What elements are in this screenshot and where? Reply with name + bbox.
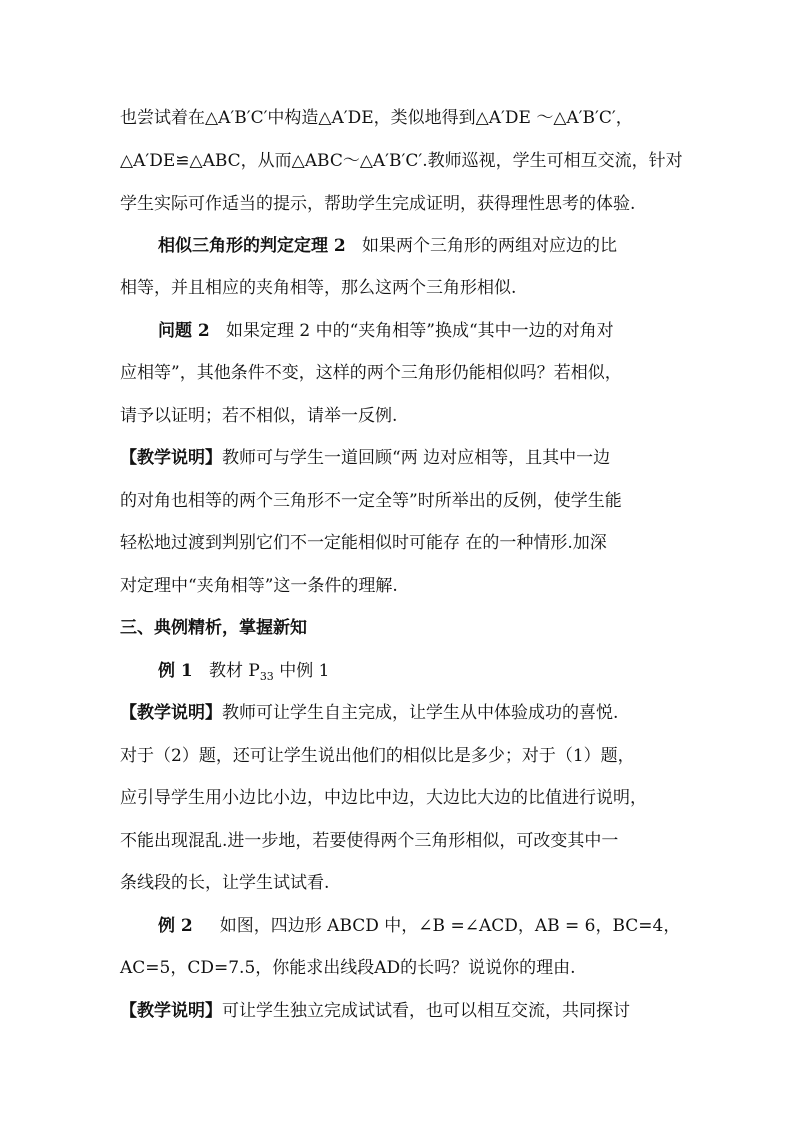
teaching-note-text: 教师可让学生自主完成，让学生从中体验成功的喜悦.: [222, 703, 619, 723]
question-label: 问题 2: [158, 321, 210, 341]
teaching-note-label: 【教学说明】: [120, 703, 222, 723]
example-1-label: 例 1: [158, 661, 193, 681]
paragraph-line: 相等，并且相应的夹角相等，那么这两个三角形相似.: [120, 278, 517, 298]
paragraph-line: △A′DE≌△ABC，从而△ABC～△A′B′C′.教师巡视，学生可相互交流，针对: [120, 151, 683, 171]
theorem-line: [158, 235, 617, 257]
paragraph-line: 的对角也相等的两个三角形不一定全等”时所举出的反例，使学生能: [120, 491, 622, 511]
paragraph-line: 轻松地过渡到判别它们不一定能相似时可能存 在的一种情形.加深: [120, 533, 607, 553]
teaching-note-text: 可让学生独立完成试试看，也可以相互交流，共同探讨: [222, 1001, 630, 1021]
page-subscript: 33: [259, 670, 274, 683]
paragraph-line: 也尝试着在△A′B′C′中构造△A′DE，类似地得到△A′DE ～△A′B′C′，: [120, 108, 633, 128]
example-1-line: 例 1 教材 $P_{33}$ 中例 1: [158, 661, 330, 683]
paragraph-line: 不能出现混乱.进一步地，若要使得两个三角形相似，可改变其中一: [120, 831, 619, 851]
section-heading: 三、典例精析，掌握新知: [120, 618, 307, 638]
paragraph-line: 应相等”，其他条件不变，这样的两个三角形仍能相似吗？若相似，: [120, 363, 622, 383]
example-2-label: 例 2: [158, 916, 193, 936]
question-text: 如果定理 2 中的“夹角相等”换成“其中一边的对角对: [225, 321, 614, 341]
paragraph-line: 应引导学生用小边比小边，中边比中边，大边比大边的比值进行说明，: [120, 788, 647, 808]
teaching-note-line: [120, 702, 618, 724]
theorem-label: 相似三角形的判定定理 2: [158, 236, 346, 256]
paragraph-line: 对定理中“夹角相等”这一条件的理解.: [120, 576, 398, 596]
question-line: [158, 320, 614, 342]
paragraph-line: AC=5，CD=7.5，你能求出线段AD的长吗？说说你的理由.: [120, 958, 576, 978]
teaching-note-text: 教师可与学生一道回顾“两 边对应相等，且其中一边: [222, 448, 611, 468]
example-2-line: [158, 915, 680, 937]
teaching-note-line: [120, 1000, 630, 1022]
teaching-note-label: 【教学说明】: [120, 448, 222, 468]
teaching-note-line: [120, 447, 610, 469]
paragraph-line: 学生实际可作适当的提示，帮助学生完成证明，获得理性思考的体验.: [120, 194, 636, 214]
teaching-note-label: 【教学说明】: [120, 1001, 222, 1021]
paragraph-line: 请予以证明；若不相似，请举一反例.: [120, 406, 398, 426]
theorem-text: 如果两个三角形的两组对应边的比: [361, 236, 617, 256]
paragraph-line: 对于（2）题，还可让学生说出他们的相似比是多少；对于（1）题，: [120, 746, 635, 766]
paragraph-line: 条线段的长，让学生试试看.: [120, 873, 330, 893]
example-2-text: 如图，四边形 ABCD 中，∠B =∠ACD，AB = 6，BC=4，: [219, 916, 681, 936]
